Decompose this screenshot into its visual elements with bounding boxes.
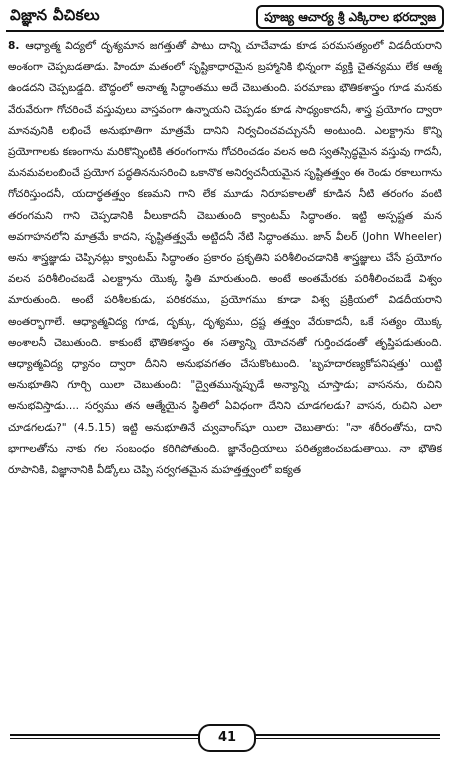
page-header [6, 4, 444, 30]
body-text-block [8, 36, 442, 716]
author-name: పూజ్య ఆచార్య శ్రీ ఎక్కిరాల భరద్వాజ [256, 5, 444, 29]
book-title: విజ్ఞాన వీచికలు [10, 6, 100, 24]
header-rule [6, 30, 444, 32]
body-text: ఆధ్యాత్మ విద్యలో దృశ్యమాన జగత్తుతో పాటు దాన్ని చూచేవాడు కూడ పరమసత్యంలో విడదీయరాని అంశంగా చెప్పబడతాడు. హిందూ మతంలో సృష్టికాధారమైన బ్రహ్మానికి భిన్నంగా వ్యక్తి చైతన్యము లేక ఆత్మ ఉండదని చెప్పబడ్డది. బౌద్ధంలో అనాత్మ సిద్ధాంతము అదే చెబుతుంది. పరమాణు భౌతికశాస్త్రం గూడ మనకు వేరువేరుగా గోచరించే వస్తువులు వాస్తవంగా ఉన్నాయని చెప్పడం కూడ సాధ్యంకాదనీ, శాస్త్ర ప్రయోగం ద్వారా మానవునికి లభించే అనుభూతిగా మాత్రమే దానిని నిర్వచించవచ్చుననీ అంటుంది. ఎలక్ట్రాను కొన్ని ప్రయోగాలకు కణంగాను మరికొన్నింటికి తరంగంగాను గోచరించడం వలన అది స్వతస్సిద్ధమైన వస్తువు గాదనీ, మనమవలంబించే ప్రయోగ పద్ధతిననుసరించి ఒకానొక అనిర్వచనీయమైన సృష్టితత్త్వం ఈ రెండు రకాలుగాను గోచరిస్తుందనీ, యదార్థతత్త్వం కణమని గాని లేక మూడు నిరూపకాలతో కూడిన నీటి తరంగం వంటి తరంగమని గాని చెప్పడానికి వీలుకాదనీ చెబుతుంది క్వాంటమ్ సిద్ధాంతం. ఇట్టి అస్పష్టత మన అవగాహనలోని మాత్రమే కాదని, సృష్టితత్త్వమే అట్టిదనీ నేటి సిద్ధాంతము. జాన్ వీలర్ (John Wheeler) అను శాస్త్రజ్ఞుడు చెప్పినట్లు క్వాంటమ్ సిద్ధాంతం ప్రకారం ప్రకృతిని పరిశీలించడానికి శాస్త్రజ్ఞులు చేసే ప్రయోగం వలన పరిశీలించబడే ఎలక్ట్రాను యొక్క స్థితి మారుతుంది. అంటే అంతమేరకు పరిశీలించబడే విశ్వం మారుతుంది. అంటే పరిశీలకుడు, పరికరము, ప్రయోగము కూడా విశ్వ ప్రక్రియలో విడదీయరాని అంతర్భాగాలే. ఆధ్యాత్మవిద్య గూడ, దృక్కు, దృశ్యము, ద్రష్ట తత్త్వం వేరుకాదనీ, ఒకే సత్యం యొక్క అంశాలనీ చెబుతుంది. కాకుంటే భౌతికశాస్త్రం ఈ సత్యాన్ని యోచనతో గుర్తించడంతో తృప్తిపడుతుంది. ఆధ్యాత్మవిద్య ధ్యానం ద్వారా దీనిని అనుభవగతం చేసుకొంటుంది. 'బృహదారణ్యకోపనిషత్తు' యిట్టి అనుభూతిని గూర్చి యిలా చెబుతుంది: "ద్వైతమున్నప్పుడే అన్యాన్ని చూస్తాడు; వాసనను, రుచిని అనుభవిస్తాడు.... సర్వము తన ఆత్మేయైన స్థితిలో ఏవిధంగా దేనిని చూడగలడు? వాసన, రుచిని ఎలా చూడగలడు?" (4.5.15) ఇట్టి అనుభూతినే చ్వువాంగ్‌షూ యిలా చెబుతారు: "నా శరీరంతోను, దాని భాగాలతోను నాకు గల సంబంధం కరిగిపోతుంది. జ్ఞానేంద్రియాలు పరిత్యజించబడుతాయి. నా భౌతిక రూపానికి, విజ్ఞానానికి వీడ్కోలు చెప్పి సర్వగతమైన మహత్తత్త్వంలో ఐక్యత [8, 40, 442, 477]
page-footer [0, 724, 450, 754]
paragraph-number: 8. [8, 40, 20, 52]
page-number: 41 [198, 724, 256, 752]
